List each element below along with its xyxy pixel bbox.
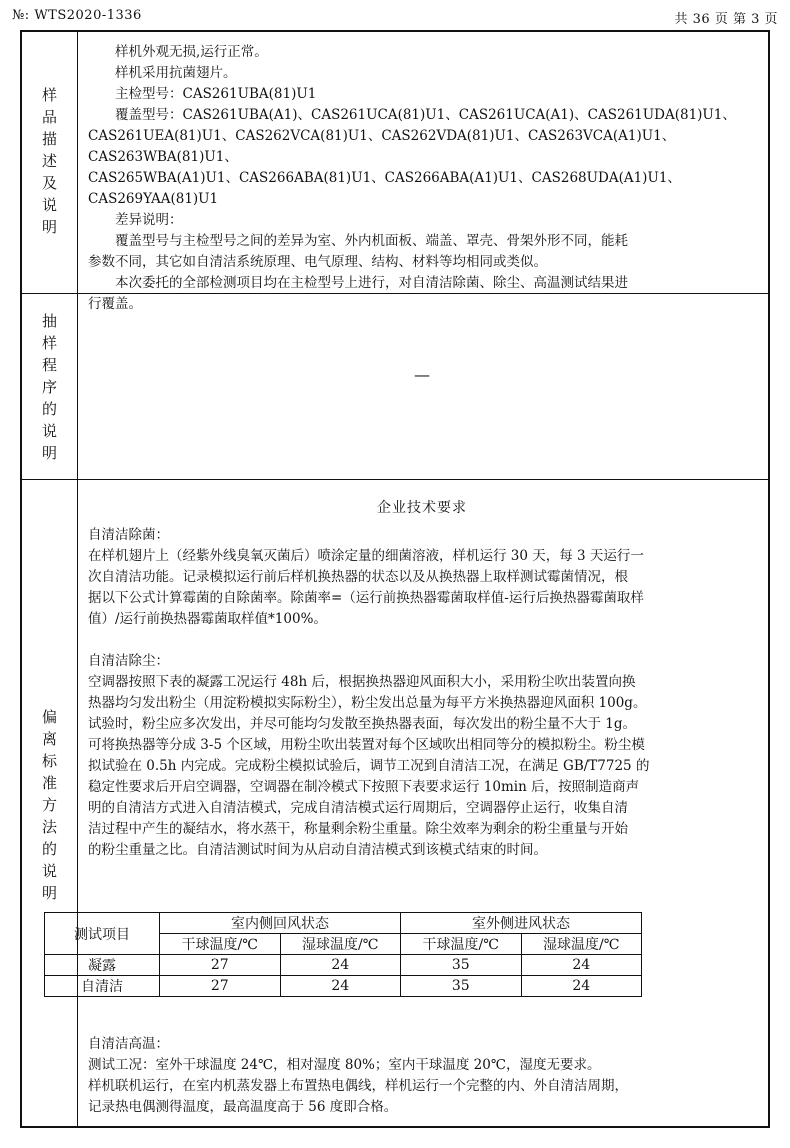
table-cell: 35 — [401, 976, 522, 997]
empty-dash: — — [414, 365, 430, 384]
table-header-cell: 湿球温度/℃ — [521, 934, 642, 955]
deviation-content — [88, 488, 756, 1126]
high-temp-content — [88, 1034, 756, 1126]
text-line: 试验时，粉尘应多次发出，并尽可能均匀发散至换热器表面，每次发出的粉尘量不大于 1g。 — [88, 716, 637, 732]
text-line: 样机联机运行，在室内机蒸发器上布置热电偶线，样机运行一个完整的内、外自清洁周期， — [88, 1078, 628, 1094]
report-number: №: WTS2020-1336 — [12, 8, 142, 23]
test-conditions-table — [44, 912, 642, 997]
text-line: 的粉尘重量之比。自清洁测试时间为从启动自清洁模式到该模式结束的时间。 — [88, 842, 547, 858]
section-title: 企业技术要求 — [377, 500, 467, 516]
text-line: 本次委托的全部检测项目均在主检型号上进行，对自清洁除菌、除尘、高温测试结果进 — [115, 275, 628, 291]
document-table — [20, 30, 770, 1128]
text-line: 参数不同，其它如自清洁系统原理、电气原理、结构、材料等均相同或类似。 — [88, 254, 547, 270]
page-count: 共 36 页 第 3 页 — [674, 12, 778, 27]
sampling-procedure-content — [88, 294, 756, 479]
table-cell: 自清洁 — [45, 976, 160, 997]
text-line: 值）/运行前换热器霉菌取样值*100%。 — [88, 611, 327, 627]
table-cell: 24 — [280, 976, 401, 997]
text-line: 在样机翅片上（经紫外线臭氧灭菌后）喷涂定量的细菌溶液，样机运行 30 天，每 3 天运行一 — [88, 548, 644, 564]
sample-description-content — [88, 42, 756, 312]
table-cell: 24 — [521, 976, 642, 997]
table-header-cell: 室内侧回风状态 — [160, 913, 401, 934]
text-line: 样机外观无损,运行正常。 — [115, 44, 268, 60]
table-header-cell: 室外侧进风状态 — [401, 913, 642, 934]
sample-description-row — [22, 32, 768, 312]
row-label — [22, 480, 78, 1126]
main-model-line: 主检型号：CAS261UBA(81)U1 — [115, 86, 317, 102]
sampling-procedure-label: 抽 样 程 序 的 说 明 — [41, 312, 57, 462]
high-temp-heading: 自清洁高温： — [88, 1036, 169, 1052]
text-line: 拟试验在 0.5h 内完成。完成粉尘模拟试验后，调节工况到自清洁工况，在满足 GB/T7725 的 — [88, 758, 650, 774]
text-line: 洁过程中产生的凝结水，将水蒸干，称量剩余粉尘重量。除尘效率为剩余的粉尘重量与开始 — [88, 821, 628, 837]
covered-models-line: CAS261UEA(81)U1、CAS262VCA(81)U1、CAS262VDA(81)U1、CAS263VCA(A1)U1、CAS263WBA(81)U1、 — [88, 128, 676, 165]
sample-description-label: 样 品 描 述 及 说 明 — [41, 86, 57, 236]
sampling-procedure-row — [22, 294, 768, 480]
text-line: 测试工况：室外干球温度 24℃，相对湿度 80%；室内干球温度 20℃，湿度无要求。 — [88, 1057, 601, 1073]
table-header-cell: 干球温度/℃ — [160, 934, 281, 955]
text-line: 据以下公式计算霉菌的自除菌率。除菌率=（运行前换热器霉菌取样值-运行后换热器霉菌取样 — [88, 590, 644, 606]
table-cell: 35 — [401, 955, 522, 976]
table-header-cell: 干球温度/℃ — [401, 934, 522, 955]
table-header-cell: 湿球温度/℃ — [280, 934, 401, 955]
table-header-cell: 测试项目 — [45, 913, 160, 955]
text-line: 记录热电偶测得温度，最高温度高于 56 度即合格。 — [88, 1099, 398, 1115]
dust-removal-heading: 自清洁除尘： — [88, 653, 169, 669]
table-cell: 24 — [521, 955, 642, 976]
table-cell: 24 — [280, 955, 401, 976]
text-line: 稳定性要求后开启空调器，空调器在制冷模式下按照下表要求运行 10min 后，按照制造商声 — [88, 779, 640, 795]
difference-heading: 差异说明： — [115, 212, 183, 228]
table-cell: 27 — [160, 955, 281, 976]
text-line: 样机采用抗菌翅片。 — [115, 65, 237, 81]
covered-models-line: CAS265WBA(A1)U1、CAS266ABA(81)U1、CAS266ABA(A1)U1、CAS268UDA(A1)U1、CAS269YAA(81)U1 — [88, 170, 681, 207]
text-line: 热器均匀发出粉尘（用淀粉模拟实际粉尘），粉尘发出总量为每平方米换热器迎风面积 100g。 — [88, 695, 647, 711]
table-cell: 27 — [160, 976, 281, 997]
sterilization-heading: 自清洁除菌： — [88, 527, 169, 543]
text-line: 可将换热器等分成 3-5 个区域，用粉尘吹出装置对每个区域吹出相同等分的模拟粉尘。粉尘模 — [88, 737, 645, 753]
text-line: 空调器按照下表的凝露工况运行 48h 后，根据换热器迎风面积大小，采用粉尘吹出装置向换 — [88, 674, 636, 690]
row-label — [22, 32, 78, 293]
table-cell: 凝露 — [45, 955, 160, 976]
deviation-label: 偏 离 标 准 方 法 的 说 明 — [41, 708, 57, 902]
table-header-row — [45, 913, 642, 934]
table-row — [45, 976, 642, 997]
covered-models-line: 覆盖型号：CAS261UBA(A1)、CAS261UCA(81)U1、CAS261UCA(A1)、CAS261UDA(81)U1、 — [115, 107, 736, 123]
text-line: 次自清洁功能。记录模拟运行前后样机换热器的状态以及从换热器上取样测试霉菌情况，根 — [88, 569, 628, 585]
deviation-row — [22, 480, 768, 1126]
text-line: 行覆盖。 — [88, 296, 142, 312]
text-line: 明的自清洁方式进入自清洁模式，完成自清洁模式运行周期后，空调器停止运行，收集自清 — [88, 800, 628, 816]
row-label — [22, 294, 78, 479]
text-line: 覆盖型号与主检型号之间的差异为室、外内机面板、端盖、罩壳、骨架外形不同，能耗 — [115, 233, 628, 249]
table-row — [45, 955, 642, 976]
page-header — [12, 6, 778, 28]
